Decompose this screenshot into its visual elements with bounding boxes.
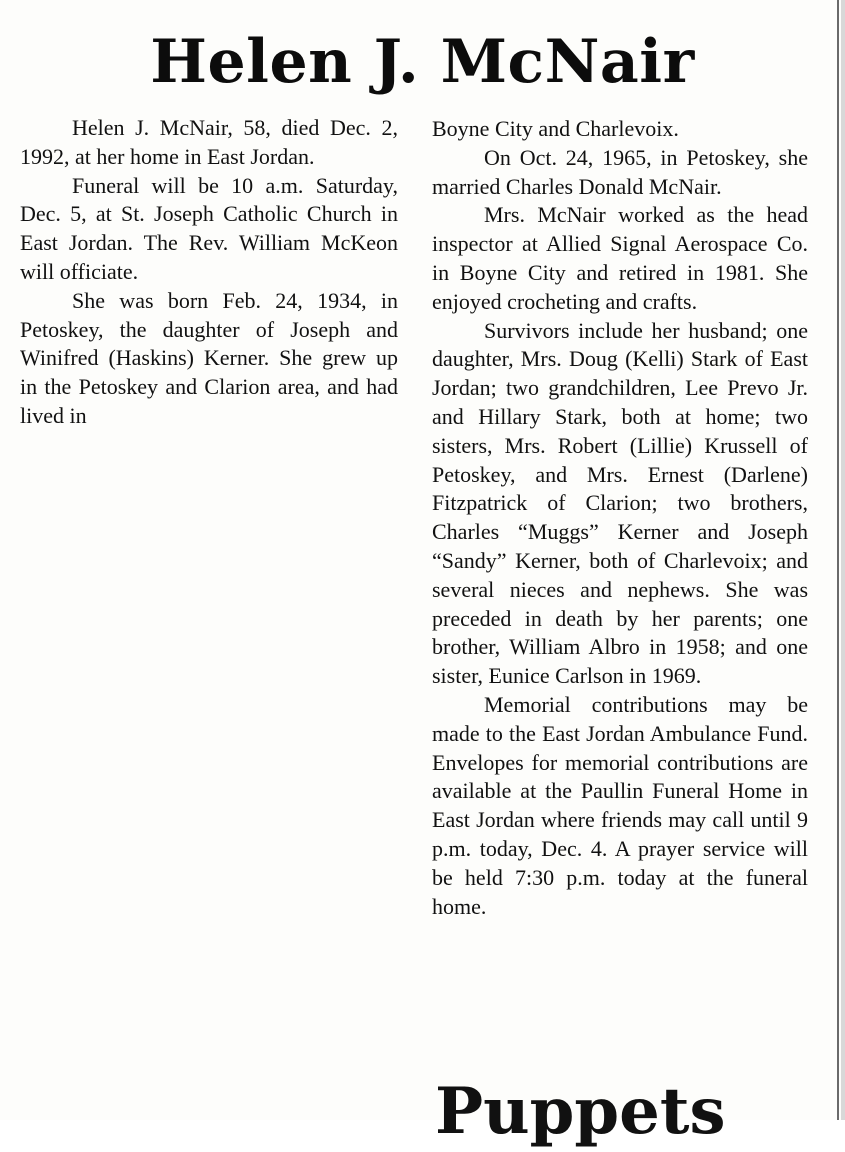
paragraph-birth-continued: Boyne City and Charlevoix.	[432, 116, 679, 141]
next-article-headline: Puppets	[435, 1074, 726, 1149]
column-rule	[837, 0, 839, 1120]
paragraph-career: Mrs. McNair worked as the head inspector at Allied Signal Aerospace Co. in Boyne City and retired in 1981. She enjoyed crocheting and crafts.	[432, 202, 808, 314]
left-column	[20, 114, 398, 431]
obituary-headline: Helen J. McNair	[150, 27, 695, 97]
paragraph-memorial: Memorial contributions may be made to the East Jordan Ambulance Fund. Envelopes for memorial contributions are available at the Paullin Funeral Home in East Jordan where friends may call until 9 p.m. today, Dec. 4. A prayer service will be held 7:30 p.m. today at the funeral home.	[432, 691, 808, 919]
paragraph-survivors: Survivors include her husband; one daughter, Mrs. Doug (Kelli) Stark of East Jordan; two grandchildren, Lee Prevo Jr. and Hillary Stark, both at home; two sisters, Mrs. Robert (Lillie) Krussell of Petoskey, and Mrs. Ernest (Darlene) Fitzpatrick of Clarion; two brothers, Charles “Muggs” Kerner and Joseph “Sandy” Kerner, both of Charlevoix; and several nieces and nephews. She was preceded in death by her parents; one brother, William Albro in 1958; and one sister, Eunice Carlson in 1969.	[432, 317, 808, 689]
clipping-edge-shadow	[841, 0, 845, 1120]
paragraph-death-notice: Helen J. McNair, 58, died Dec. 2, 1992, at her home in East Jordan.	[20, 115, 398, 169]
paragraph-funeral: Funeral will be 10 a.m. Saturday, Dec. 5, at St. Joseph Catholic Church in East Jordan. The Rev. William McKeon will officiate.	[20, 172, 398, 284]
paragraph-marriage: On Oct. 24, 1965, in Petoskey, she married Charles Donald McNair.	[432, 144, 808, 199]
right-column	[432, 115, 808, 921]
paragraph-birth: She was born Feb. 24, 1934, in Petoskey, the daughter of Joseph and Winifred (Haskins) Kerner. She grew up in the Petoskey and Clarion area, and had lived in	[20, 287, 398, 428]
